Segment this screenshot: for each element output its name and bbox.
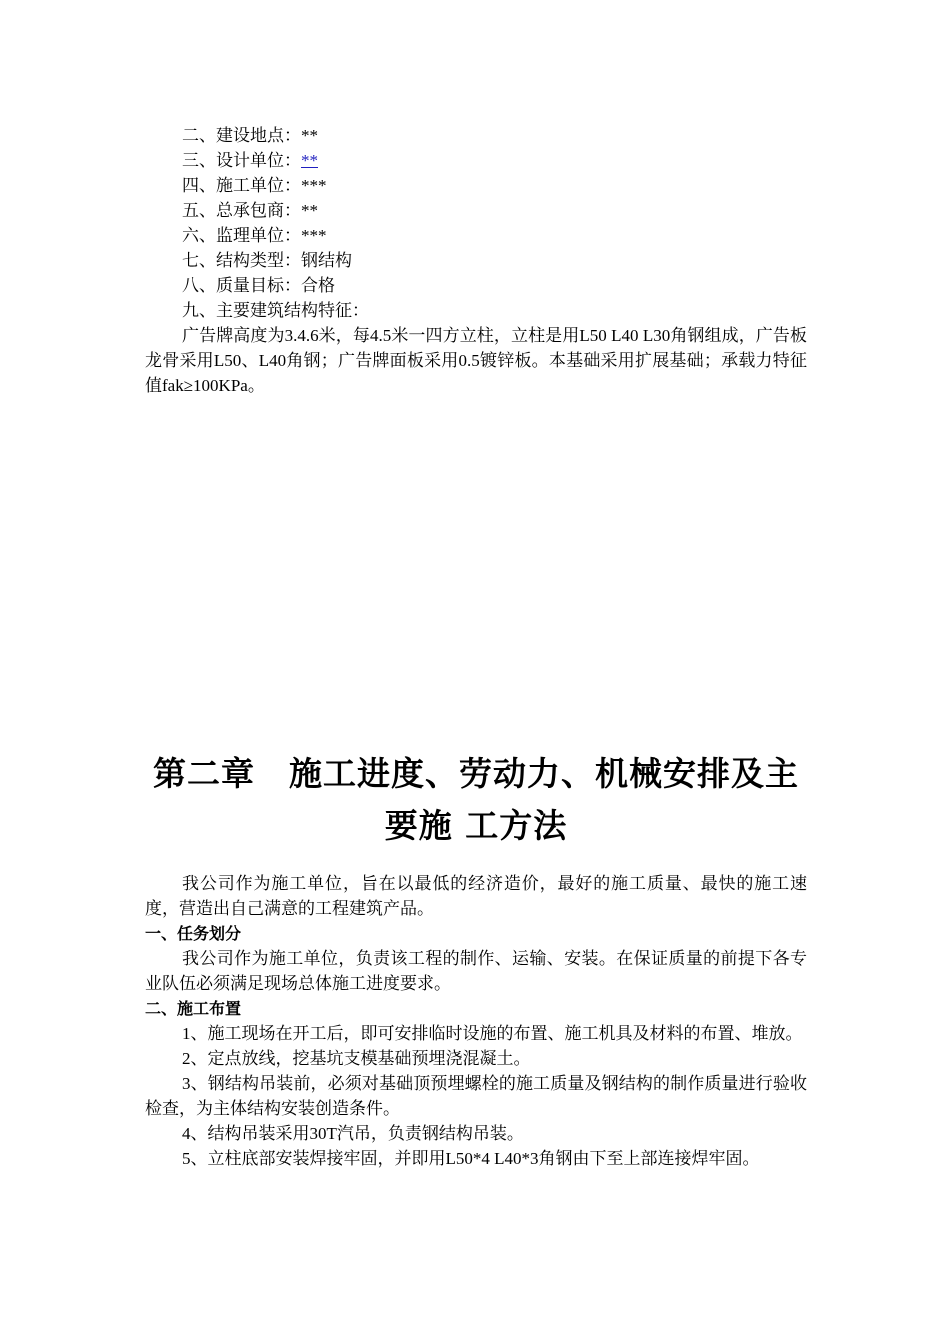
layout-item-3: 3、钢结构吊装前，必须对基础顶预埋螺栓的施工质量及钢结构的制作质量进行验收检查，为主体结构安装创造条件。 <box>145 1074 807 1118</box>
chapter-body <box>145 871 807 1171</box>
info-line-contractor: 四、施工单位：*** <box>182 176 327 195</box>
info-line-structure-features: 九、主要建筑结构特征： <box>182 301 369 320</box>
chapter-title-line-1: 第二章 施工进度、劳动力、机械安排及主 <box>153 754 799 793</box>
info-line-supervisor: 六、监理单位：*** <box>182 226 327 245</box>
chapter-title <box>140 748 812 852</box>
section-heading-task-division: 一、任务划分 <box>145 924 242 943</box>
layout-item-4: 4、结构吊装采用30T汽吊，负责钢结构吊装。 <box>182 1124 524 1143</box>
structure-features-paragraph: 广告牌高度为3.4.6米，每4.5米一四方立柱，立柱是用L50 L40 L30角钢组成，广告板龙骨采用L50、L40角钢；广告牌面板采用0.5镀锌板。本基础采用扩展基础；承载力特征值fak≥100KPa。 <box>145 326 807 395</box>
layout-item-5: 5、立柱底部安装焊接牢固，并即用L50*4 L40*3角钢由下至上部连接焊牢固。 <box>182 1149 760 1168</box>
task-division-paragraph: 我公司作为施工单位，负责该工程的制作、运输、安装。在保证质量的前提下各专业队伍必须满足现场总体施工进度要求。 <box>145 949 807 993</box>
info-line-designer: 三、设计单位：** <box>182 151 318 170</box>
info-line-quality-target: 八、质量目标：合格 <box>182 276 335 295</box>
layout-item-2: 2、定点放线，挖基坑支模基础预埋浇混凝土。 <box>182 1049 531 1068</box>
intro-paragraph: 我公司作为施工单位，旨在以最低的经济造价，最好的施工质量、最快的施工速度，营造出自己满意的工程建筑产品。 <box>145 874 807 918</box>
chapter-title-line-2: 要施 工方法 <box>384 806 568 845</box>
layout-item-1: 1、施工现场在开工后，即可安排临时设施的布置、施工机具及材料的布置、堆放。 <box>182 1024 803 1043</box>
project-info-block <box>145 123 807 398</box>
info-line-location: 二、建设地点：** <box>182 126 318 145</box>
info-line-structure-type: 七、结构类型：钢结构 <box>182 251 352 270</box>
section-heading-construction-layout: 二、施工布置 <box>145 999 242 1018</box>
info-line-general-contractor: 五、总承包商：** <box>182 201 318 220</box>
designer-link[interactable]: ** <box>301 151 318 170</box>
